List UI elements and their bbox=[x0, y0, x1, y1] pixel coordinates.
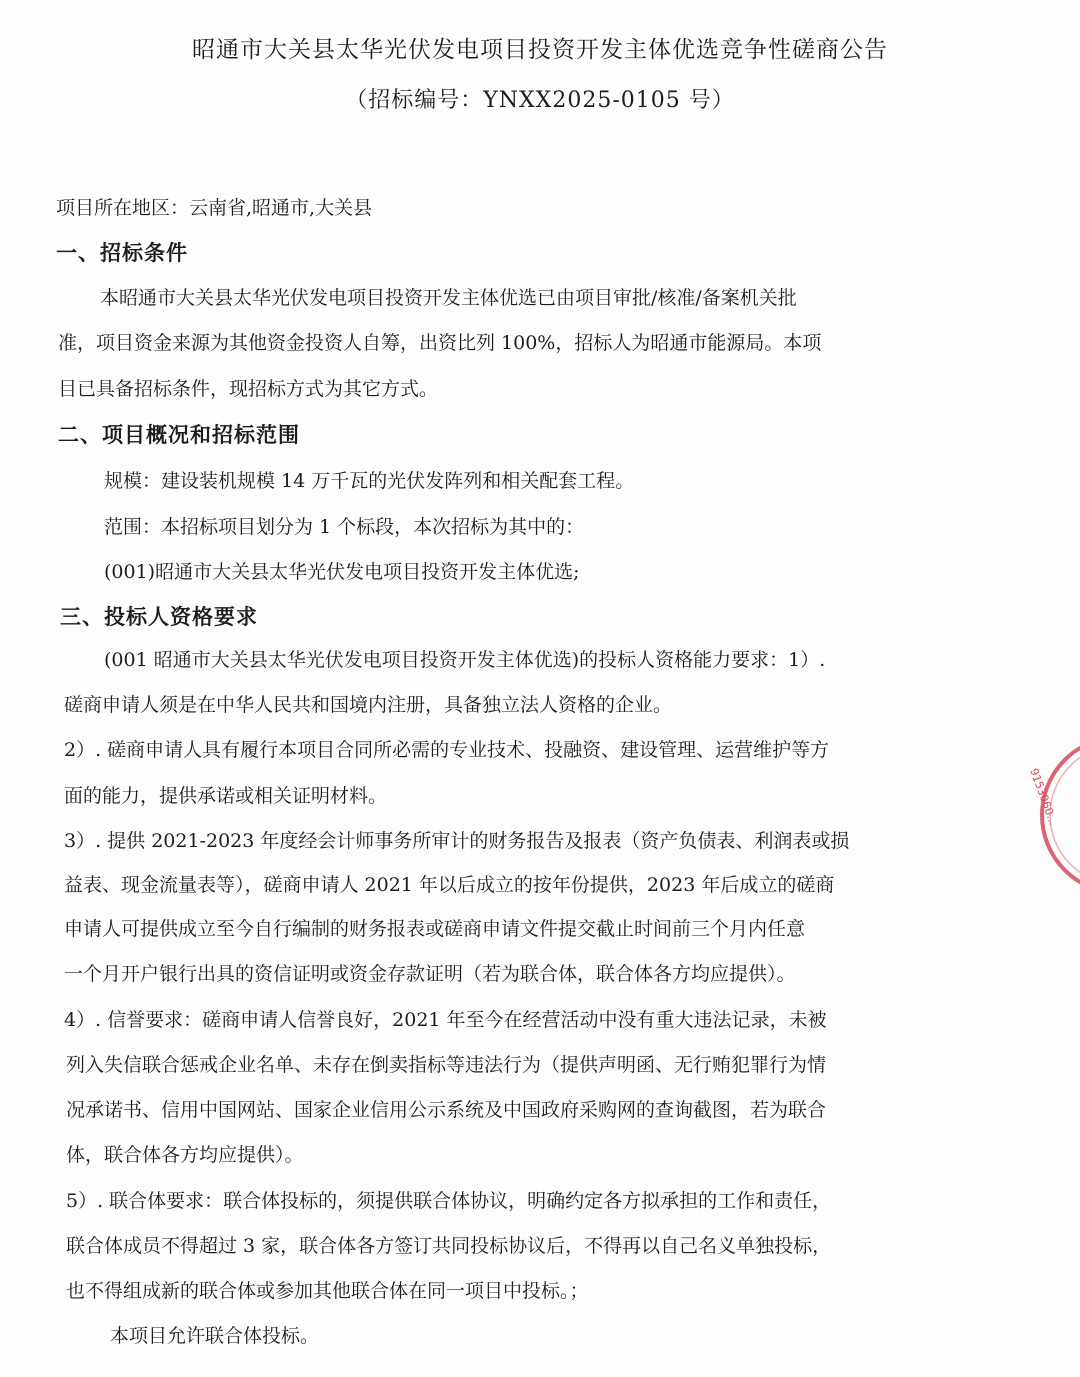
paragraph-line: 益表、现金流量表等），磋商申请人 2021 年以后成立的按年份提供，2023 年后成立的磋商 bbox=[64, 874, 835, 896]
paragraph-line: 范围：本招标项目划分为 1 个标段，本次招标为其中的： bbox=[104, 516, 585, 538]
paragraph-line: (001 昭通市大关县太华光伏发电项目投资开发主体优选)的投标人资格能力要求：1）. bbox=[104, 649, 826, 671]
paragraph-line: 3）. 提供 2021-2023 年度经会计师事务所审计的财务报告及报表（资产负债表、利润表或损 bbox=[64, 830, 850, 852]
document-title: 昭通市大关县太华光伏发电项目投资开发主体优选竞争性磋商公告 bbox=[192, 37, 888, 63]
paragraph-line: 5）. 联合体要求：联合体投标的，须提供联合体协议，明确约定各方拟承担的工作和责任， bbox=[66, 1190, 832, 1212]
joint-bid-allowed: 本项目允许联合体投标。 bbox=[110, 1325, 320, 1347]
paragraph-line: 申请人可提供成立至今自行编制的财务报表或磋商申请文件提交截止时间前三个月内任意 bbox=[64, 918, 806, 940]
stamp-text: 9153060... bbox=[1027, 766, 1060, 827]
paragraph-line: 况承诺书、信用中国网站、国家企业信用公示系统及中国政府采购网的查询截图，若为联合 bbox=[66, 1099, 827, 1121]
paragraph-line: 面的能力，提供承诺或相关证明材料。 bbox=[64, 785, 388, 807]
paragraph-line: 体，联合体各方均应提供）。 bbox=[66, 1144, 304, 1166]
section-heading-conditions: 一、招标条件 bbox=[56, 241, 188, 265]
paragraph-line: 列入失信联合惩戒企业名单、未存在倒卖指标等违法行为（提供声明函、无行贿犯罪行为情 bbox=[66, 1054, 827, 1076]
paragraph-line: 2）. 磋商申请人具有履行本项目合同所必需的专业技术、投融资、建设管理、运营维护等方 bbox=[64, 739, 830, 761]
paragraph-line: 规模：建设装机规模 14 万千瓦的光伏发阵列和相关配套工程。 bbox=[104, 470, 635, 492]
paragraph-line: 一个月开户银行出具的资信证明或资金存款证明（若为联合体，联合体各方均应提供）。 bbox=[64, 963, 796, 985]
paragraph-line: 也不得组成新的联合体或参加其他联合体在同一项目中投标。； bbox=[66, 1280, 589, 1302]
paragraph-line: 目已具备招标条件，现招标方式为其它方式。 bbox=[58, 378, 439, 400]
paragraph-line: 4）. 信誉要求：磋商申请人信誉良好，2021 年至今在经营活动中没有重大违法记录，未被 bbox=[64, 1009, 827, 1031]
paragraph-line: 磋商申请人须是在中华人民共和国境内注册，具备独立法人资格的企业。 bbox=[64, 694, 673, 716]
paragraph-line: 准，项目资金来源为其他资金投资人自筹，出资比列 100%，招标人为昭通市能源局。本项 bbox=[58, 332, 822, 354]
tender-number: （招标编号：YNXX2025-0105 号） bbox=[345, 88, 735, 113]
paragraph-line: 联合体成员不得超过 3 家，联合体各方签订共同投标协议后，不得再以自己名义单独投标， bbox=[66, 1235, 832, 1257]
paragraph-line: 本昭通市大关县太华光伏发电项目投资开发主体优选已由项目审批/核准/备案机关批 bbox=[100, 287, 797, 309]
section-heading-qualifications: 三、投标人资格要求 bbox=[60, 605, 258, 629]
project-location: 项目所在地区：云南省,昭通市,大关县 bbox=[56, 197, 373, 219]
section-heading-overview: 二、项目概况和招标范围 bbox=[58, 423, 300, 447]
paragraph-line: (001)昭通市大关县太华光伏发电项目投资开发主体优选; bbox=[104, 561, 580, 583]
official-seal-stamp bbox=[1010, 730, 1080, 900]
